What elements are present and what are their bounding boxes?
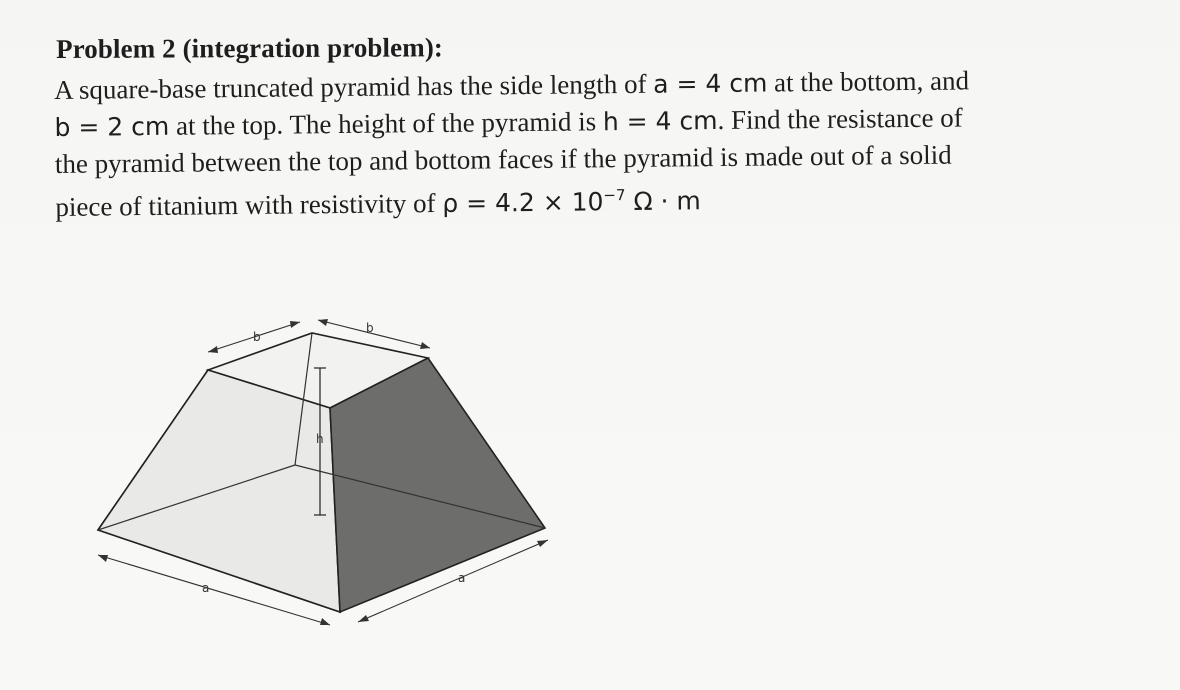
pyramid-diagram <box>90 300 560 635</box>
truncated-pyramid-figure <box>90 300 560 635</box>
bottom-left-label: a <box>202 581 210 595</box>
resistivity-unit: Ω · m <box>625 186 701 217</box>
resistivity-expression: ρ = 4.2 × 10 <box>442 187 604 218</box>
height-label: h <box>316 432 324 446</box>
line1-tail: at the bottom, and <box>767 65 970 98</box>
front-left-face <box>98 370 340 612</box>
top-right-arrow-a <box>318 319 328 326</box>
line2-text: at the top. The height of the pyramid is <box>169 106 604 141</box>
bottom-right-arrow-a <box>358 615 369 622</box>
problem-title: Problem 2 (integration problem): <box>56 32 444 64</box>
bottom-left-arrow-b <box>320 618 330 625</box>
resistivity-exponent: −7 <box>603 186 626 205</box>
top-left-label: b <box>253 330 261 344</box>
bottom-right-arrow-b <box>537 540 548 547</box>
top-right-arrow-b <box>420 342 430 349</box>
statement-line-3: the pyramid between the top and bottom faces if the pyramid is made out of a solid <box>54 139 952 179</box>
problem-statement <box>54 61 1146 226</box>
top-left-arrow-a <box>208 346 218 353</box>
bottom-left-arrow-a <box>98 555 108 562</box>
top-left-arrow-b <box>290 321 300 328</box>
top-side-expression: b = 2 cm <box>54 111 170 142</box>
right-face-shaded <box>330 358 545 612</box>
line2-tail: . Find the resistance of <box>717 102 963 136</box>
line4-text: piece of titanium with resistivity of <box>55 187 443 222</box>
height-expression: h = 4 cm <box>602 106 718 137</box>
bottom-right-label: a <box>458 571 466 585</box>
line1-text: A square-base truncated pyramid has the side length of <box>54 68 654 105</box>
bottom-side-expression: a = 4 cm <box>653 68 768 99</box>
top-right-label: b <box>366 321 374 335</box>
